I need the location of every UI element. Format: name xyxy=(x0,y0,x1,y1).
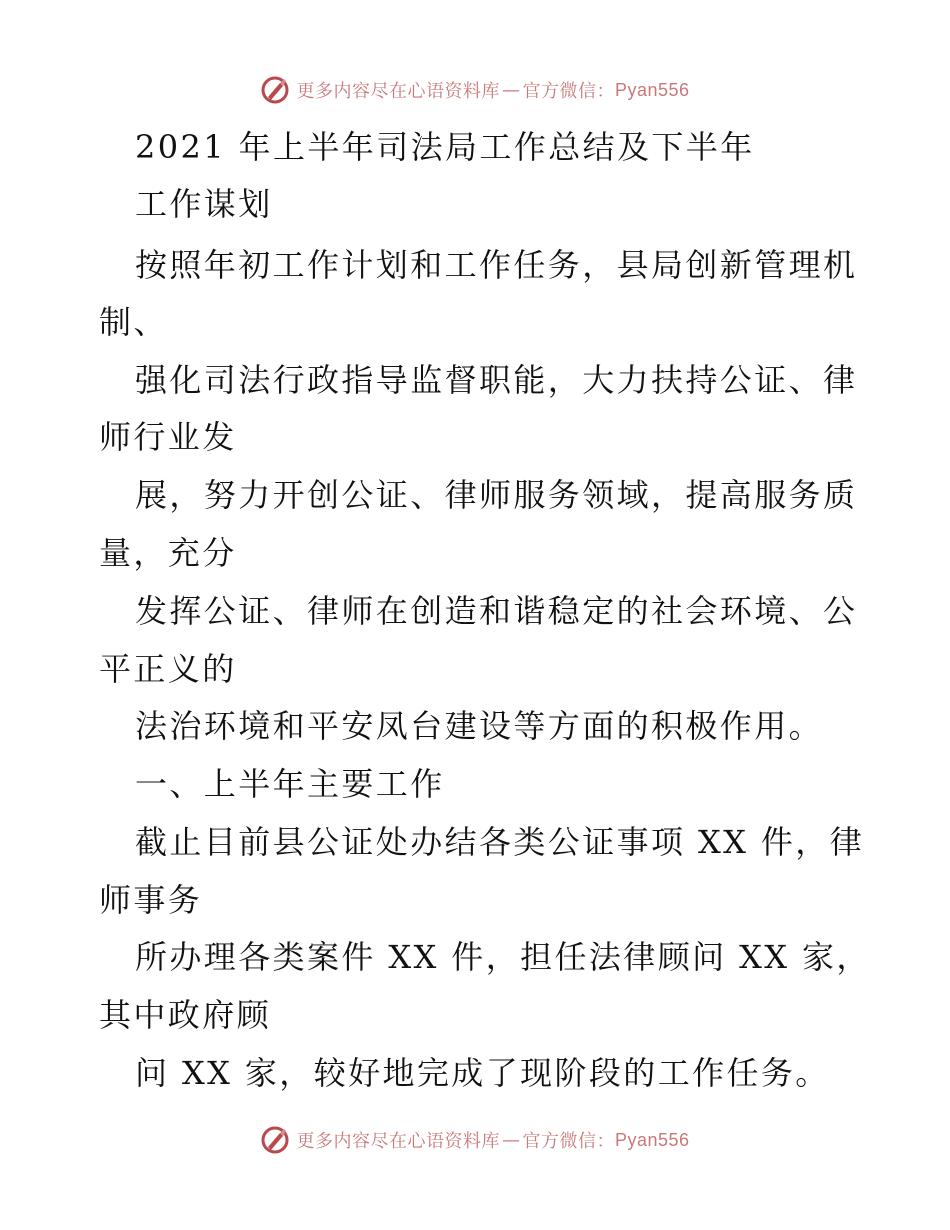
watermark-label: 官方微信： xyxy=(522,1131,615,1152)
doc-paragraph-line: 强化司法行政指导监督职能，大力扶持公证、律 xyxy=(135,361,858,399)
doc-paragraph-line: 师行业发 xyxy=(99,418,237,456)
doc-paragraph-line: 展，努力开创公证、律师服务领域，提高服务质 xyxy=(135,476,858,514)
doc-paragraph-line: 所办理各类案件 XX 件，担任法律顾问 XX 家， xyxy=(135,938,871,976)
watermark-banner-bottom xyxy=(0,1120,950,1160)
pen-circle-logo-icon xyxy=(260,75,290,105)
doc-title-line-2: 工作谋划 xyxy=(135,185,273,223)
doc-paragraph-line: 问 XX 家，较好地完成了现阶段的工作任务。 xyxy=(135,1054,830,1092)
doc-paragraph-line: 发挥公证、律师在创造和谐稳定的社会环境、公 xyxy=(135,592,858,630)
watermark-dash: — xyxy=(501,79,521,101)
doc-paragraph-line: 量，充分 xyxy=(99,534,237,572)
doc-paragraph-line: 制、 xyxy=(99,303,168,341)
doc-paragraph-line: 按照年初工作计划和工作任务，县局创新管理机 xyxy=(135,246,858,284)
doc-paragraph-line: 截止目前县公证处办结各类公证事项 XX 件，律 xyxy=(135,823,865,861)
watermark-text: 更多内容尽在心语资料库 xyxy=(296,81,500,102)
watermark-label: 官方微信： xyxy=(522,81,615,102)
watermark-dash: — xyxy=(501,1129,521,1151)
watermark-account: Pyan556 xyxy=(614,79,690,100)
doc-paragraph-line: 平正义的 xyxy=(99,650,237,688)
doc-paragraph-line: 法治环境和平安凤台建设等方面的积极作用。 xyxy=(135,707,824,745)
doc-title-line-1: 2021 年上半年司法局工作总结及下半年 xyxy=(135,128,755,166)
pen-circle-logo-icon xyxy=(260,1125,290,1155)
watermark-account: Pyan556 xyxy=(614,1129,690,1150)
doc-paragraph-line: 其中政府顾 xyxy=(99,996,272,1034)
doc-paragraph-line: 师事务 xyxy=(99,881,203,919)
watermark-text: 更多内容尽在心语资料库 xyxy=(296,1131,500,1152)
watermark-banner-top xyxy=(0,70,950,110)
doc-section-heading: 一、上半年主要工作 xyxy=(135,765,445,803)
